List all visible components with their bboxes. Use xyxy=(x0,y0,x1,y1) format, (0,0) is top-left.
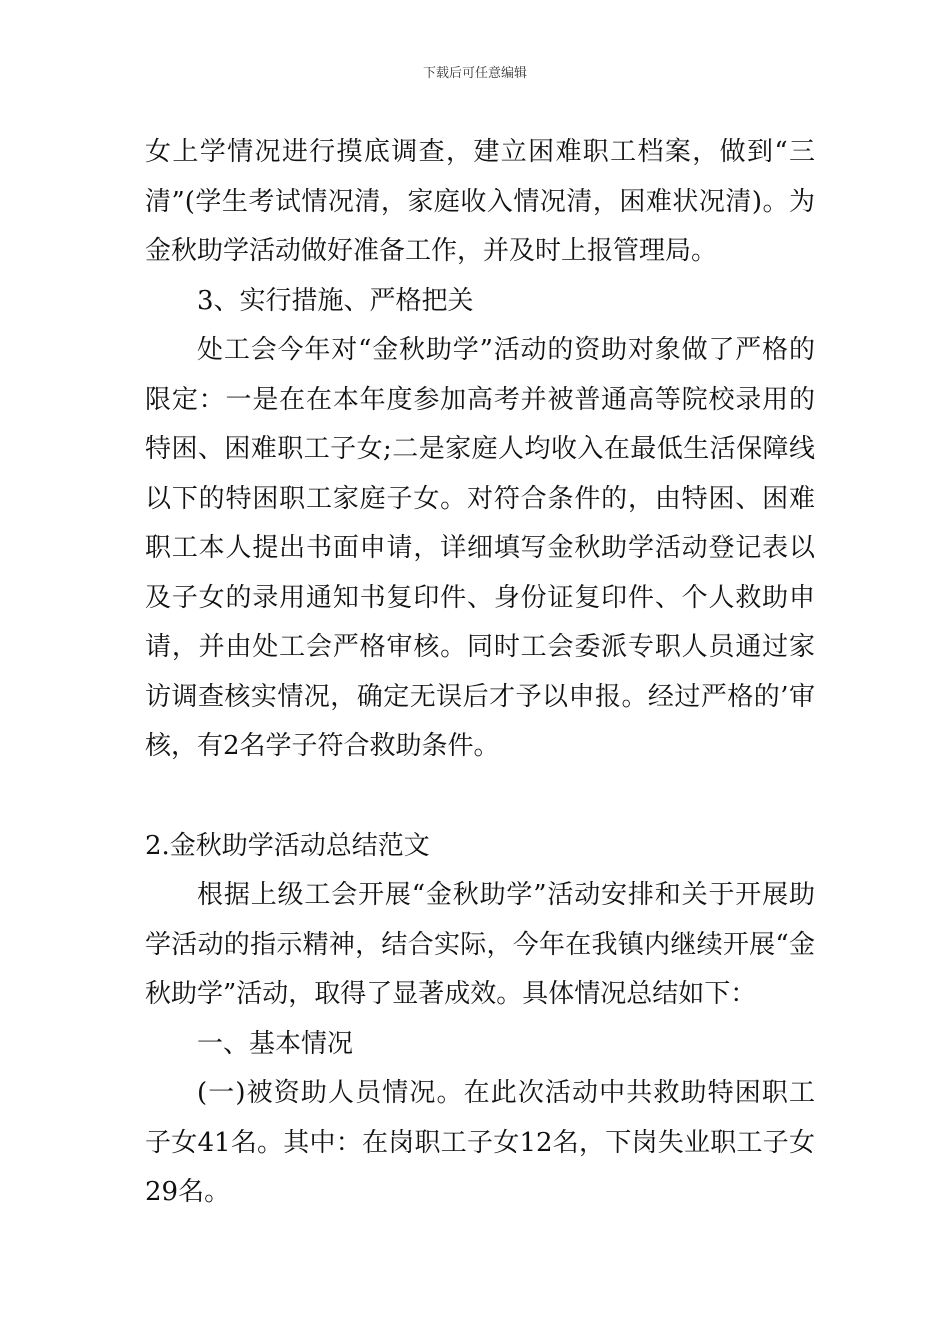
document-title: 2.金秋助学活动总结范文 xyxy=(145,830,430,861)
paragraph-recipients: (一)被资助人员情况。在此次活动中共救助特困职工子女41名。其中：在岗职工子女12名，下岗失业职工子女29名。 xyxy=(145,1078,815,1207)
paragraph-introduction: 根据上级工会开展“金秋助学”活动安排和关于开展助学活动的指示精神，结合实际，今年在我镇内继续开展“金秋助学”活动，取得了显著成效。具体情况总结如下： xyxy=(145,880,815,1009)
paragraph-gap xyxy=(145,772,815,822)
paragraph-survey: 女上学情况进行摸底调查，建立困难职工档案，做到“三清”(学生考试情况清，家庭收入情况清，困难状况清)。为金秋助学活动做好准备工作，并及时上报管理局。 xyxy=(145,137,815,266)
paragraph-eligibility: 处工会今年对“金秋助学”活动的资助对象做了严格的限定：一是在在本年度参加高考并被普通高等院校录用的特困、困难职工子女;二是家庭人均收入在最低生活保障线以下的特困职工家庭子女。对符合条件的，由特困、困难职工本人提出书面申请，详细填写金秋助学活动登记表以及子女的录用通知书复印件、身份证复印件、个人救助申请，并由处工会严格审核。同时工会委派专职人员通过家访调查核实情况，确定无误后才予以申报。经过严格的’审核，有2名学子符合救助条件。 xyxy=(145,335,815,761)
document-body xyxy=(145,128,815,1218)
section-heading-measures: 3、实行措施、严格把关 xyxy=(197,285,474,316)
section-heading-basic: 一、基本情况 xyxy=(197,1028,354,1059)
page-header-note: 下载后可任意编辑 xyxy=(422,66,527,81)
